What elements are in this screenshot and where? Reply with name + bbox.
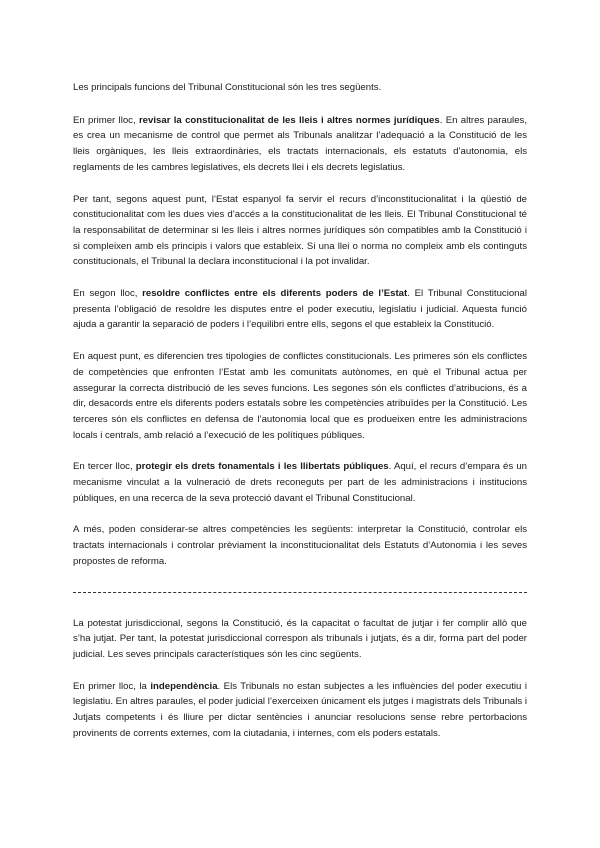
bold-phrase: independència: [150, 680, 218, 692]
paragraph-first-function: [73, 113, 527, 176]
section-divider: [73, 592, 527, 593]
text-run: En tercer lloc,: [73, 461, 136, 473]
text-run: En primer lloc, la: [73, 680, 151, 692]
paragraph-constitutionality-paths: Per tant, segons aquest punt, l’Estat espanyol fa servir el recurs d’inconstitucionalitat i la qüestió de constitucionalitat com les dues vies d’accés a la constitucionalitat de les lleis. El Tribunal Constitucional té la responsabilitat de determinar si les lleis i altres normes jurídiques són compatibles amb la Constitució i si compleixen amb els principis i valors que estableix. Si una llei o norma no compleix amb els continguts constitucionals, el Tribunal la declara inconstitucional i la pot invalidar.: [73, 193, 527, 268]
text-run: . En altres paraules, es crea un mecanisme de control que permet als Tribunals analitzar l’adequació a la Constitució de les lleis orgàniques, les lleis extraordinàries, els tractats internacionals, els estatuts d’autonomia, els reglaments de les cambres legislatives, els decrets llei i els decrets legislatius.: [73, 114, 527, 173]
text-run: En segon lloc,: [73, 288, 143, 300]
text-run: . Aquí, el recurs d’empara és un mecanisme vinculat a la vulneració de drets reconeguts per part de les administracions i institucions públiques, en una recerca de la seva protecció davant el Tribunal Constitucional.: [73, 461, 528, 504]
paragraph-second-function: [73, 286, 527, 333]
text-run: . Els Tribunals no estan subjectes a les influències del poder executiu i legislatiu. En altres paraules, el poder judicial l’exerceixen únicament els jutges i magistrats dels Tribunals i Jutjats competents i és lliure per dictar sentències i anunciar resolucions sense rebre pertorbacions provinents de corrents externes, com la ciutadania, i internes, com els poders estatals.: [73, 680, 527, 739]
paragraph-jurisdictional-power: La potestat jurisdiccional, segons la Constitució, és la capacitat o facultat de jutjar i fer complir allò que s’ha jutjat. Per tant, la potestat jurisdiccional correspon als tribunals i jutjats, és a dir, forma part del poder judicial. Les seves principals característiques són les cinc següents.: [73, 617, 527, 660]
paragraph-third-function: [73, 459, 527, 506]
paragraph-other-competences: A més, poden considerar-se altres competències les següents: interpretar la Constitució, controlar els tractats internacionals i controlar prèviament la inconstitucionalitat dels Estatuts d’Autonomia i les seves propostes de reforma.: [73, 524, 527, 567]
bold-phrase: revisar la constitucionalitat de les lleis i altres normes jurídiques: [138, 114, 440, 126]
bold-phrase: protegir els drets fonamentals i les llibertats públiques: [135, 461, 389, 473]
intro-paragraph: Les principals funcions del Tribunal Constitucional són les tres següents.: [73, 82, 382, 93]
bold-phrase: resoldre conflictes entre els diferents poders de l’Estat: [142, 288, 408, 300]
paragraph-conflict-types: En aquest punt, es diferencien tres tipologies de conflictes constitucionals. Les primeres són els conflictes de competències que enfronten l’Estat amb les comunitats autònomes, en què el Tribunal actua per assegurar la correcta distribució de les seves funcions. Les segones són els conflictes d’atribucions, és a dir, desacords entre els diferents poders estatals sobre les competències atribuïdes per la Constitució. Les terceres són els conflictes en defensa de l’autonomia local que es produeixen entre les administracions locals i centrals, amb relació a l’execució de les polítiques públiques.: [73, 351, 527, 441]
text-run: . El Tribunal Constitucional presenta l’obligació de resoldre les disputes entre el poder executiu, legislatiu i judicial. Aquesta funció ajuda a garantir la separació de poders i l’equilibri entre ells, segons el que estableix la Constitució.: [73, 288, 527, 331]
text-run: En primer lloc,: [73, 114, 139, 126]
paragraph-independence: [73, 679, 527, 742]
